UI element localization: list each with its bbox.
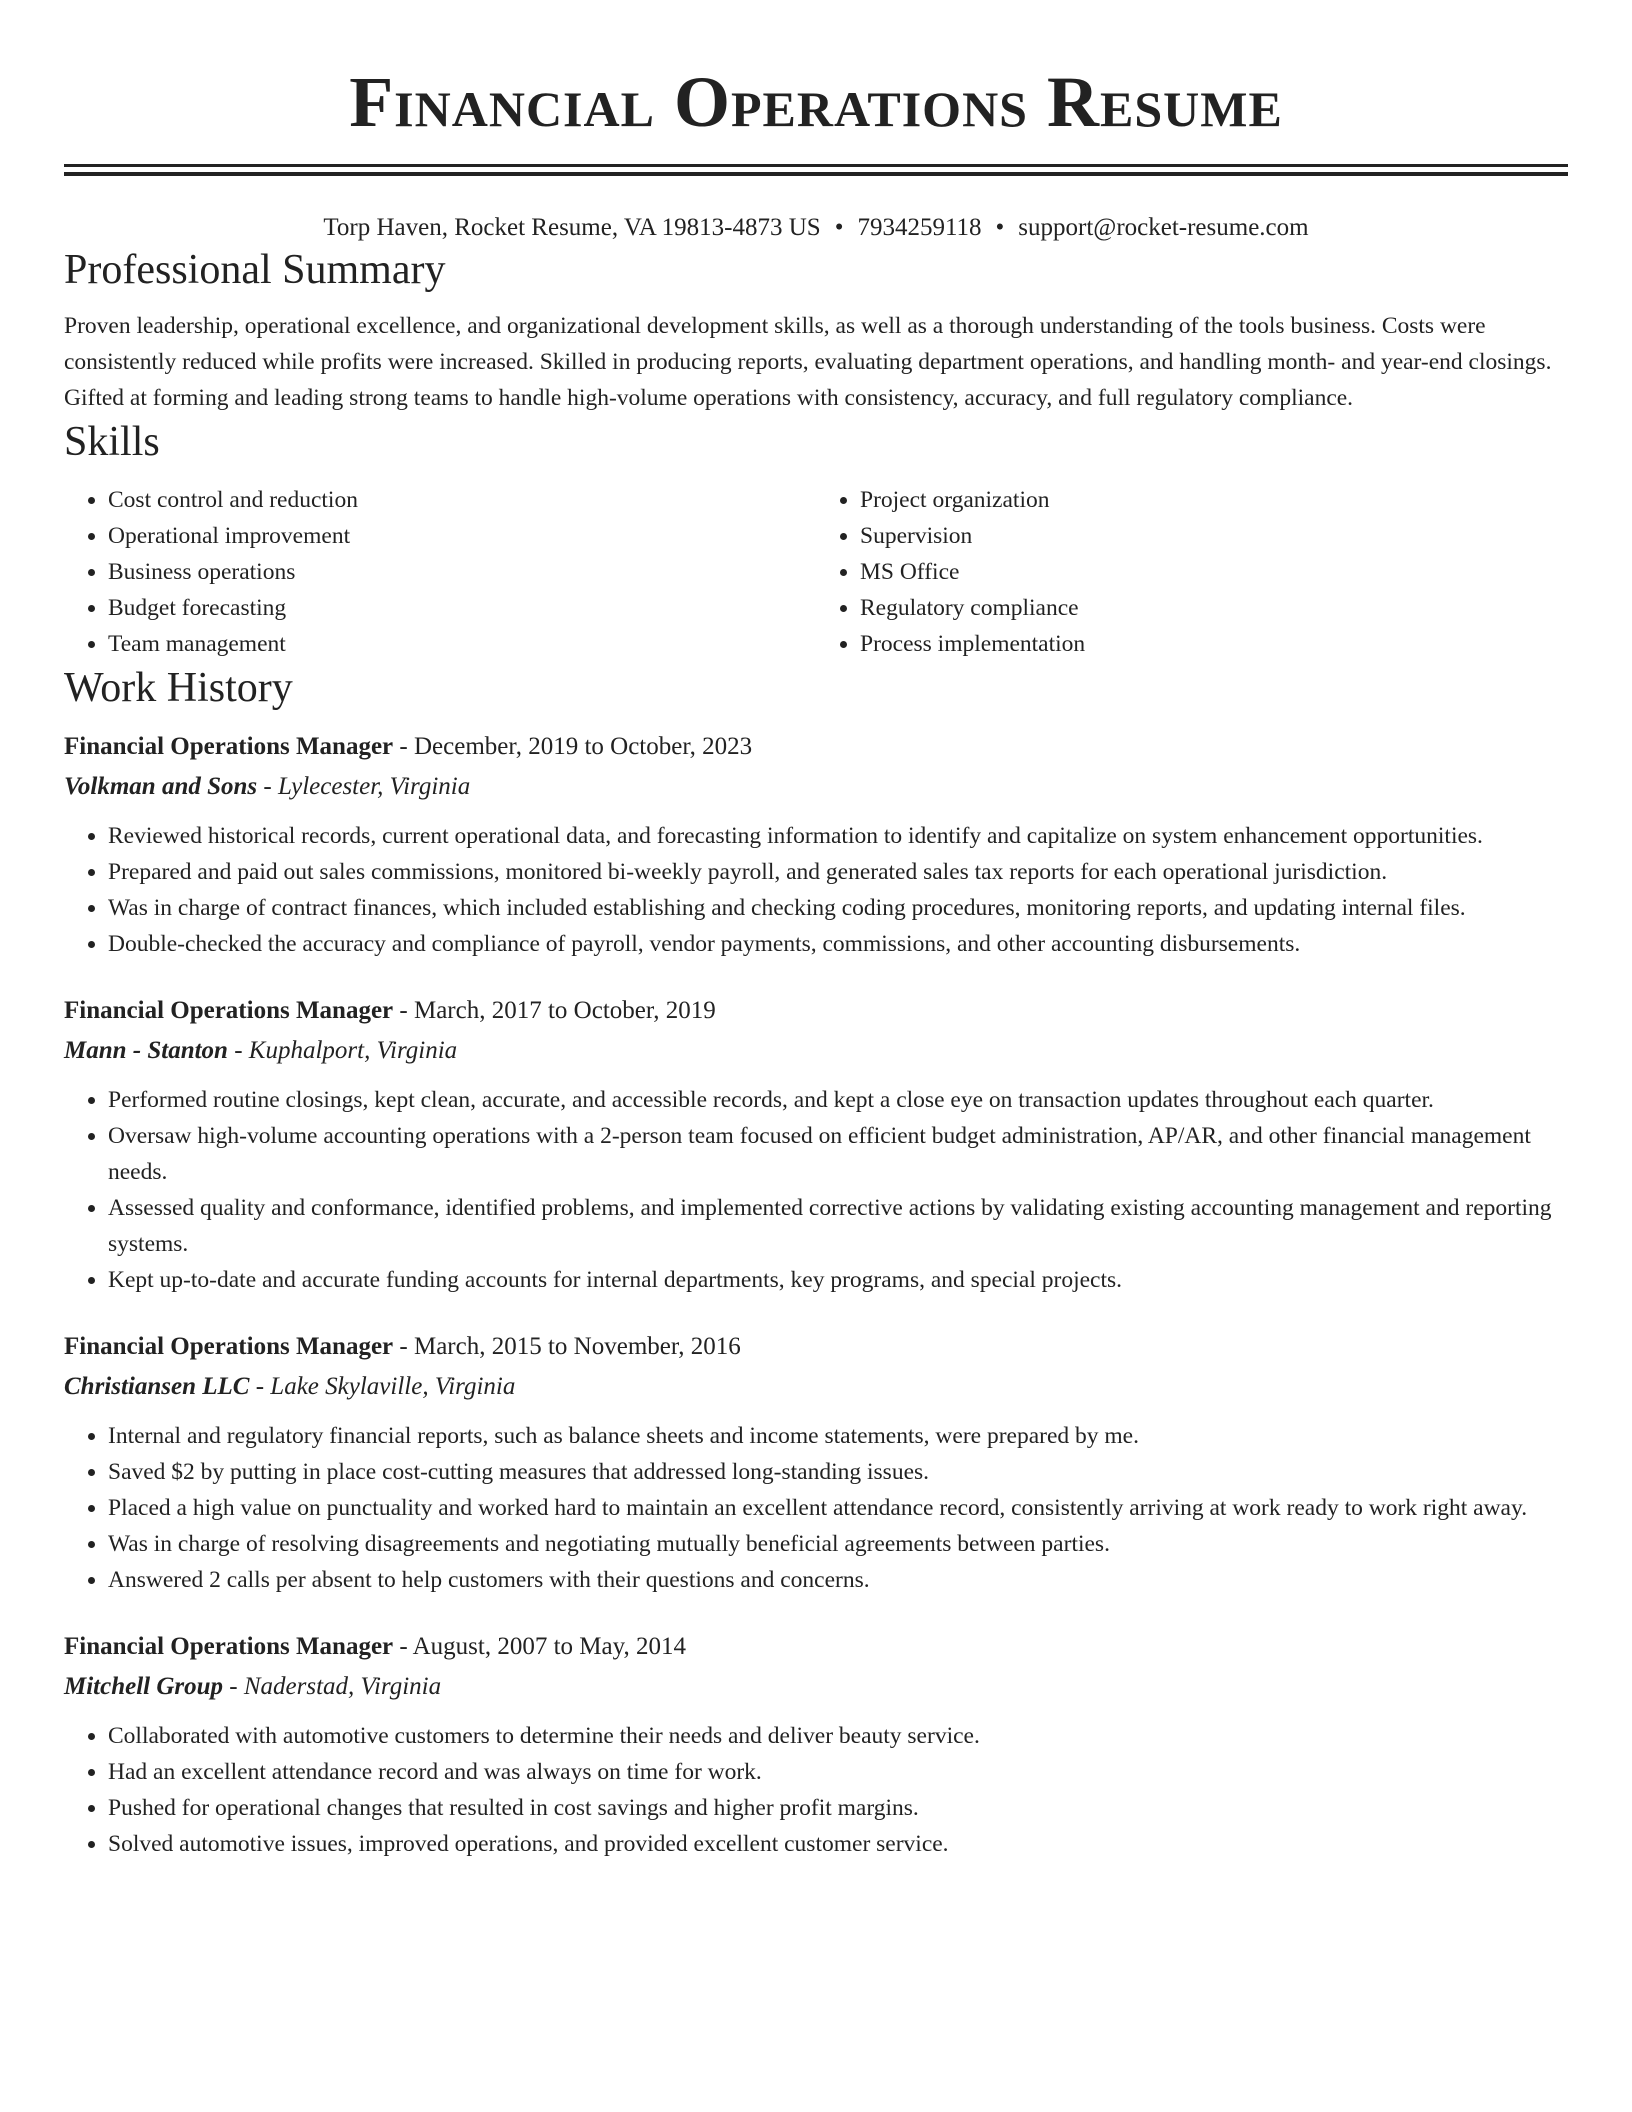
duty-item: • Solved automotive issues, improved operations, and provided excellent customer service.	[108, 1826, 1568, 1862]
job-title: Financial Operations Manager	[64, 1333, 394, 1360]
skills-column-left	[64, 482, 816, 662]
company-name: Christiansen LLC	[64, 1373, 250, 1400]
job-entry	[64, 992, 1568, 1298]
job-title: Financial Operations Manager	[64, 733, 394, 760]
company-location: - Lake Skylaville, Virginia	[249, 1373, 516, 1400]
duty-item: • Saved $2 by putting in place cost-cutting measures that addressed long-standing issues.	[108, 1454, 1568, 1490]
skill-item: • Cost control and reduction	[108, 482, 816, 518]
duties-list	[64, 1718, 1568, 1862]
duty-item: • Collaborated with automotive customers to determine their needs and deliver beauty service.	[108, 1718, 1568, 1754]
contact-line	[64, 212, 1568, 244]
company-location: - Kuphalport, Virginia	[227, 1037, 458, 1064]
duty-item: • Was in charge of contract finances, which included establishing and checking coding procedures, monitoring reports, and updating internal files.	[108, 890, 1568, 926]
company-line	[64, 1032, 1568, 1070]
duty-item: • Reviewed historical records, current operational data, and forecasting information to identify and capitalize on system enhancement opportunities.	[108, 818, 1568, 854]
duty-item: • Oversaw high-volume accounting operations with a 2-person team focused on efficient budget administration, AP/AR, and other financial management needs.	[108, 1118, 1568, 1190]
contact-address: Torp Haven, Rocket Resume, VA 19813-4873 US	[323, 214, 821, 241]
job-entry	[64, 1628, 1568, 1862]
job-title: Financial Operations Manager	[64, 997, 394, 1024]
company-name: Mitchell Group	[64, 1673, 224, 1700]
duty-item: • Double-checked the accuracy and compliance of payroll, vendor payments, commissions, and other accounting disbursements.	[108, 926, 1568, 962]
duty-item: • Internal and regulatory financial reports, such as balance sheets and income statements, were prepared by me.	[108, 1418, 1568, 1454]
company-location: - Lylecester, Virginia	[257, 773, 471, 800]
job-dates: - December, 2019 to October, 2023	[393, 733, 753, 760]
skill-item: • Supervision	[860, 518, 1568, 554]
job-title: Financial Operations Manager	[64, 1633, 394, 1660]
summary-text: Proven leadership, operational excellence, and organizational development skills, as well as a thorough understanding of the tools business. Costs were consistently reduced while profits were increased. Skilled in producing reports, evaluating department operations, and handling month- and year-end closings. Gifted at forming and leading strong teams to handle high-volume operations with consistency, accuracy, and full regulatory compliance.	[64, 313, 1552, 411]
skill-item: • MS Office	[860, 554, 1568, 590]
company-line	[64, 768, 1568, 806]
duties-list	[64, 1082, 1568, 1298]
job-title-line	[64, 1328, 1568, 1366]
duty-item: • Answered 2 calls per absent to help customers with their questions and concerns.	[108, 1562, 1568, 1598]
company-line	[64, 1668, 1568, 1706]
job-dates: - March, 2017 to October, 2019	[393, 997, 716, 1024]
job-dates: - March, 2015 to November, 2016	[393, 1333, 741, 1360]
skill-item: • Regulatory compliance	[860, 590, 1568, 626]
duty-item: • Pushed for operational changes that resulted in cost savings and higher profit margins.	[108, 1790, 1568, 1826]
title-divider	[64, 164, 1568, 176]
duty-item: • Was in charge of resolving disagreements and negotiating mutually beneficial agreements between parties.	[108, 1526, 1568, 1562]
duty-item: • Had an excellent attendance record and was always on time for work.	[108, 1754, 1568, 1790]
summary-heading: Professional Summary	[64, 247, 446, 293]
skill-item: • Team management	[108, 626, 816, 662]
contact-separator: •	[834, 214, 844, 241]
job-title-line	[64, 992, 1568, 1030]
duties-list	[64, 818, 1568, 962]
contact-separator: •	[995, 214, 1005, 241]
duty-item: • Prepared and paid out sales commissions, monitored bi-weekly payroll, and generated sales tax reports for each operational jurisdiction.	[108, 854, 1568, 890]
job-dates: - August, 2007 to May, 2014	[393, 1633, 686, 1660]
company-name: Mann - Stanton	[64, 1037, 228, 1064]
duty-item: • Placed a high value on punctuality and worked hard to maintain an excellent attendance record, consistently arriving at work ready to work right away.	[108, 1490, 1568, 1526]
duty-item: • Performed routine closings, kept clean, accurate, and accessible records, and kept a close eye on transaction updates throughout each quarter.	[108, 1082, 1568, 1118]
work-history-heading: Work History	[64, 665, 293, 711]
job-title-line	[64, 728, 1568, 766]
contact-phone: 7934259118	[857, 214, 982, 241]
skill-item: • Budget forecasting	[108, 590, 816, 626]
resume-title: Financial Operations Resume	[349, 62, 1283, 142]
company-line	[64, 1368, 1568, 1406]
skill-item: • Business operations	[108, 554, 816, 590]
job-entry	[64, 728, 1568, 962]
job-title-line	[64, 1628, 1568, 1666]
contact-email: support@rocket-resume.com	[1018, 214, 1309, 241]
skills-list	[64, 482, 1568, 662]
skills-heading: Skills	[64, 419, 160, 465]
skill-item: • Process implementation	[860, 626, 1568, 662]
skill-item: • Project organization	[860, 482, 1568, 518]
company-name: Volkman and Sons	[64, 773, 258, 800]
duties-list	[64, 1418, 1568, 1598]
company-location: - Naderstad, Virginia	[223, 1673, 442, 1700]
duty-item: • Kept up-to-date and accurate funding accounts for internal departments, key programs, and special projects.	[108, 1262, 1568, 1298]
job-entry	[64, 1328, 1568, 1598]
skill-item: • Operational improvement	[108, 518, 816, 554]
duty-item: • Assessed quality and conformance, identified problems, and implemented corrective actions by validating existing accounting management and reporting systems.	[108, 1190, 1568, 1262]
skills-column-right	[816, 482, 1568, 662]
